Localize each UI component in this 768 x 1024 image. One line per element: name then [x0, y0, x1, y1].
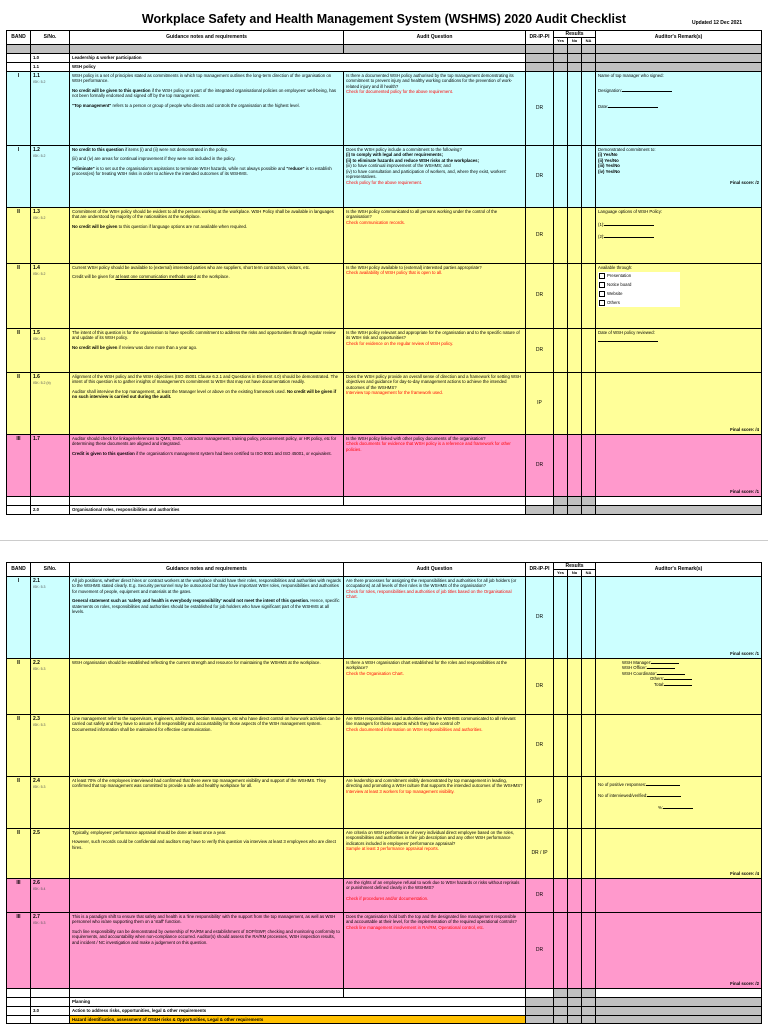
question-cell: Is there a documented WSH policy authorised by the top management demonstrating its commitment to prevent injury and healthy working conditions for the prevention of work-related injury and ill health? Check for documented policy for the above requirement.: [344, 71, 526, 145]
result-na-cell[interactable]: [582, 828, 596, 878]
result-no-cell[interactable]: [568, 328, 582, 372]
checklist-row: II 2.4 ISK: 5.3 At least 70% of the employees interviewed had confirmed that there were top management visibility and support of the WSHMS. They confirmed that top management was committed to provide a safe and healthy workplace for all. Are leadership and commitment visibly demonstrated by top management in leading, directing and promoting a WSH culture that supports the intended outcomes of the WSHMS? Interview at least 3 workers for top management visibility. IP No of positive responses: No of interviewed/verified: %:: [7, 776, 762, 828]
final-score: Final score: /2: [730, 180, 760, 185]
guidance-cell: WSH policy is a set of principles stated as commitments in which top management outlines the long-term direction of the organisation on WSH performance. No credit will be given to this question if the WSH policy or a part of the integrated organisational policies on employees' well-being, has not been formally endorsed and signed off by the top management. "Top management" refers to a person or group of people who directs and controls the organisation at the highest level.: [70, 71, 344, 145]
final-score: Final score: /1: [730, 489, 760, 494]
result-na-cell[interactable]: [582, 263, 596, 328]
result-yes-cell[interactable]: [554, 912, 568, 988]
checklist-row: I 1.1 ISK: 5.2 WSH policy is a set of principles stated as commitments in which top management outlines the long-term direction of the organisation on WSH performance. No credit will be given to this question if the WSH policy or a part of the integrated organisational policies on employees' well-being, has not been formally endorsed and signed off by the top management. "Top management" refers to a person or group of people who directs and controls the organisation at the highest level. Is there a documented WSH policy authorised by the top management demonstrating its commitment to prevent injury and healthy working conditions for the prevention of work-related injury and ill health? Check for documented policy for the above requirement. DR Name of top manager who signed: Designation: Date:: [7, 71, 762, 145]
remarks-cell[interactable]: [596, 434, 762, 496]
result-na-cell[interactable]: [582, 372, 596, 434]
result-na-cell[interactable]: [582, 878, 596, 912]
remarks-cell[interactable]: [596, 372, 762, 434]
header-no: No: [568, 38, 582, 44]
checkbox[interactable]: [599, 300, 605, 306]
remarks-cell[interactable]: [596, 828, 762, 878]
result-no-cell[interactable]: [568, 658, 582, 714]
result-yes-cell[interactable]: [554, 71, 568, 145]
remarks-cell[interactable]: Language options of WSH Policy: (1): (2):: [596, 207, 762, 263]
result-na-cell[interactable]: [582, 658, 596, 714]
page-separator: [0, 540, 768, 541]
section-row: [7, 997, 762, 1006]
checklist-row: II 1.3 ISK: 5.2 Commitment of the WSH policy should be evident to all the persons working at the workplace. WSH Policy shall be available in languages that are understood by majority of the nationalities at the workplace. No credit will be given to this question if language options are not available when required. Is the WSH policy communicated to all persons working under the control of the organisation? Check communication records. DR Language options of WSH Policy: (1): (2):: [7, 207, 762, 263]
checklist-row: II 1.5 ISK: 5.2 The intent of this question is for the organisation to have specific commitment to address the risks and opportunities through regular review and update of its WSH policy. No credit will be given if review was done more than a year ago. Is the WSH policy relevant and appropriate for the organisation and to the specific nature of its WSH risk and opportunities? Check for evidence on the regular review of WSH policy. DR Date of WSH policy reviewed:: [7, 328, 762, 372]
section-title: Organisational roles, responsibilities and authorities: [70, 505, 526, 514]
result-no-cell[interactable]: [568, 71, 582, 145]
checklist-row: II 1.4 ISK: 5.2 Current WSH policy should be available to (external) interested parties who are suppliers, short term contractors, visitors, etc. Credit will be given for at least one communication methods used at the workplace. Is the WSH policy available to (external) interested parties appropriate? Check availability of WSH policy that is open to all. DR Available through: Presentation Notice board Website Others: [7, 263, 762, 328]
remarks-cell[interactable]: WSH Manager: WSH Officer: WSH Coordinator: Others: Total:: [596, 658, 762, 714]
result-no-cell[interactable]: [568, 372, 582, 434]
section-title: Leadership & worker participation: [70, 53, 526, 62]
checklist-table-page-2: BAND S/No. Guidance notes and requirements Audit Question DR-IP-PI Results Auditor's Remark(s) Yes No NA I 2.1 ISK: 5.3 All job positions, whether direct hires or contract workers at the workplace should have their roles, responsibilities and authorities with regards to the WSHMS stated clearly. E.g. Security personnel may be outsourced but they have important WSH roles, responsibilities and authorities for movement of people, equipment and materials at the gates. General statement such as 'safety and health is everybody responsibility' would not meet the intent of this question. Hence, specific statements on roles, responsibilities and authorities should be established for job holders who have significant part of the WSHMS at all levels. Are there processes for assigning the responsibilities and authorities for all job holders (or occupations) at all levels of their roles in the WSHMS of the organisation? Check for roles, responsibilities and authorities of job titles based on the Organisational Chart. DR Final score: /1 II 2.2 ISK: 5.3 WSH organisation should be established reflecting the current strength and resource for maintaining the WSHMS at the workplace. Is there a WSH organisation chart established for the roles and responsibilities at the workplace? Check the Organisation Chart. DR WSH Manager: WSH Officer: WSH Coordinator: Others: Total: II 2.3 ISK: 5.3 Line management refer to the supervisors, engineers, architects, section managers, etc who have direct control on how work activities can be carried out safely and they have to assume full responsibility and accountability for those aspects of the WSH management system. Documented information shall be maintained for effective communication. Are WSH responsibilities and authorities within the WSHMS communicated to all relevant line managers for those aspects which they have control of? Check documented information on WSH responsibilities and authorities. DR II 2.4 ISK: 5.3 At least 70% of the employees interviewed had confirmed that there were top management visibility and support of the WSHMS. They confirmed that top management was committed to provide a safe and healthy workplace for all. Are leadership and commitment visibly demonstrated by top management in leading, directing and promoting a WSH culture that supports the intended outcomes of the WSHMS? Interview at least 3 workers for top management visibility. IP No of positive responses: No of interviewed/verified: %: II 2.5 Typically, employees' performance appraisal should be done at least once a year. However, such records could be confidential and auditors may have to verify this question via interview at least 3 employees who are direct hires. Are criteria on WSH performance of every individual direct employee based on the roles, responsibilities and authorities in their job description and any other WSH performance indicators included in employees' performance appraisal? Sample at least 3 performance appraisal reports. DR / IP Final score: /4 III 2.6 ISK: 5.4 Are the rights of an employee refusal to work due to WSH hazards or risks without reprisals or punishment defined clearly in the WSHMS? Check if procedures and/or documentation. DR III 2.7 ISK: 5.3 This is a paradigm shift to ensure that safety and health is a 'line responsibility' with the support from the top management, as well as WSH personnel who is/are supporting them on a 'staff' function. Such line responsibility can be demonstrated by ownership of RA/RM and establishment of SOP/SWP, checking and monitoring conformity to requirements, and accountability when non-compliance occurred. Auditor(s) should assess the RA/RM processes, WSH inspection results, and incident / NC investigation and make a judgement on this question. Does the organisation hold both the top and the designated line management responsible and accountable at their level, for the implementation of the required operational controls? Check line management involvement in RA/RM, Operational control, etc. DR Final score: /2 Planning 3.0 Action to address risks, opportunities, legal & other requirements Hazard identification, assessment of OS&H risks & Opportunities, Legal & other requirements: [6, 562, 762, 1024]
header-row: BAND S/No. Guidance notes and requirements Audit Question DR-IP-PI Results Auditor's Remark(s): [7, 563, 762, 570]
result-na-cell[interactable]: [582, 576, 596, 658]
result-no-cell[interactable]: [568, 776, 582, 828]
section-title: Hazard identification, assessment of OS&H risks & Opportunities, Legal & other requirements: [70, 1015, 526, 1024]
result-na-cell[interactable]: [582, 434, 596, 496]
updated-date: Updated 12 Dec 2021: [691, 20, 742, 26]
result-yes-cell[interactable]: [554, 576, 568, 658]
section-title: Action to address risks, opportunities, legal & other requirements: [70, 1006, 526, 1015]
checklist-row: II 2.3 ISK: 5.3 Line management refer to the supervisors, engineers, architects, section managers, etc who have direct control on how work activities can be carried out safely and they have to assume full responsibility and accountability for those aspects of the WSH management system. Documented information shall be maintained for effective communication. Are WSH responsibilities and authorities within the WSHMS communicated to all relevant line managers for those aspects which they have control of? Check documented information on WSH responsibilities and authorities. DR: [7, 714, 762, 776]
section-title: WSH policy: [70, 62, 526, 71]
checklist-row: I 2.1 ISK: 5.3 All job positions, whether direct hires or contract workers at the workplace should have their roles, responsibilities and authorities with regards to the WSHMS stated clearly. E.g. Security personnel may be outsourced but they have important WSH roles, responsibilities and authorities for movement of people, equipment and materials at the gates. General statement such as 'safety and health is everybody responsibility' would not meet the intent of this question. Hence, specific statements on roles, responsibilities and authorities should be established for job holders who have significant part of the WSHMS at all levels. Are there processes for assigning the responsibilities and authorities for all job holders (or occupations) at all levels of their roles in the WSHMS of the organisation? Check for roles, responsibilities and authorities of job titles based on the Organisational Chart. DR Final score: /1: [7, 576, 762, 658]
section-row: 2.0 Organisational roles, responsibilities and authorities: [7, 505, 762, 514]
remarks-cell[interactable]: Name of top manager who signed: Designation: Date:: [596, 71, 762, 145]
result-no-cell[interactable]: [568, 145, 582, 207]
result-yes-cell[interactable]: [554, 878, 568, 912]
result-na-cell[interactable]: [582, 207, 596, 263]
section-row: [7, 1015, 762, 1024]
result-na-cell[interactable]: [582, 145, 596, 207]
result-yes-cell[interactable]: [554, 658, 568, 714]
checklist-row: II 2.5 Typically, employees' performance appraisal should be done at least once a year. However, such records could be confidential and auditors may have to verify this question via interview at least 3 employees who are direct hires. Are criteria on WSH performance of every individual direct employee based on the roles, responsibilities and authorities in their job description and any other WSH performance indicators included in employees' performance appraisal? Sample at least 3 performance appraisal reports. DR / IP Final score: /4: [7, 828, 762, 878]
result-na-cell[interactable]: [582, 776, 596, 828]
final-score: Final score: /4: [730, 427, 760, 432]
header-question: Audit Question: [344, 31, 526, 45]
header-remarks: Auditor's Remark(s): [596, 31, 762, 45]
result-na-cell[interactable]: [582, 714, 596, 776]
result-na-cell[interactable]: [582, 328, 596, 372]
result-yes-cell[interactable]: [554, 145, 568, 207]
header-yes: Yes: [554, 38, 568, 44]
checklist-row: II 1.6 ISK: 5.2 (b) Alignment of the WSH policy and the WSH objectives (ISO 45001 Clause 6.2.1 and Questions in Element 4.0) should be demonstrated. The intent of this question is to gather insights of management's commitment to WSH that may not have documentation readily. Auditor shall interview the top management, at least the Manager level or above on the existing framework used. No credit will be given if no such interview is carried out during the audit. Does the WSH policy provide an overall sense of direction and a framework for setting WSH objectives and guidance for day-to-day management actions to achieve the intended outcomes of the WSHMS? Interview top management for the framework used. IP Final score: /4: [7, 372, 762, 434]
checklist-table-page-1: [6, 30, 762, 515]
result-no-cell[interactable]: [568, 434, 582, 496]
result-yes-cell[interactable]: [554, 828, 568, 878]
final-score: Final score: /1: [730, 651, 760, 656]
result-na-cell[interactable]: [582, 912, 596, 988]
header-na: NA: [582, 38, 596, 44]
result-na-cell[interactable]: [582, 71, 596, 145]
header-drip: DR-IP-PI: [526, 31, 554, 45]
remarks-cell[interactable]: [596, 912, 762, 988]
remarks-cell[interactable]: [596, 576, 762, 658]
checklist-row: II 2.2 ISK: 5.3 WSH organisation should be established reflecting the current strength and resource for maintaining the WSHMS at the workplace. Is there a WSH organisation chart established for the roles and responsibilities at the workplace? Check the Organisation Chart. DR WSH Manager: WSH Officer: WSH Coordinator: Others: Total:: [7, 658, 762, 714]
header-band: BAND: [7, 31, 31, 45]
header-sno: S/No.: [31, 31, 70, 45]
remarks-cell[interactable]: No of positive responses: No of interviewed/verified: %:: [596, 776, 762, 828]
result-no-cell[interactable]: [568, 207, 582, 263]
result-yes-cell[interactable]: [554, 372, 568, 434]
result-yes-cell[interactable]: [554, 714, 568, 776]
checklist-row: I 1.2 ISK: 5.2 No credit to this question if items (i) and (ii) were not demonstrated in the policy. (iii) and (iv) are areas for continual improvement if they were not included in the policy. "eliminate" is to set out the organisation's aspirations to terminate WSH hazards, while not always possible and "reduce" is to establish process(es) for treating WSH risks in order to achieve the intended outcomes of its WSHMS. Does the WSH policy include a commitment to the following? (i) to comply with legal and other requirements; (ii) to eliminate hazards and reduce WSH risks at the workplaces; (iii) to have continual improvement of the WSHMS; and (iv) to have consultation and participation of workers, and, where they exist, workers' representatives. Check policy for the above requirement. DR Demonstrated commitment to: (i) Yes/No (ii) Yes/No (iii) Yes/No (iv) Yes/No Final score: /2: [7, 145, 762, 207]
section-row: 3.0 Action to address risks, opportunities, legal & other requirements: [7, 1006, 762, 1015]
result-no-cell[interactable]: [568, 263, 582, 328]
result-no-cell[interactable]: [568, 576, 582, 658]
result-yes-cell[interactable]: [554, 328, 568, 372]
checkbox[interactable]: [599, 273, 605, 279]
result-no-cell[interactable]: [568, 828, 582, 878]
result-no-cell[interactable]: [568, 714, 582, 776]
section-title: Planning: [70, 997, 526, 1006]
result-yes-cell[interactable]: [554, 263, 568, 328]
result-yes-cell[interactable]: [554, 434, 568, 496]
remarks-cell[interactable]: Date of WSH policy reviewed:: [596, 328, 762, 372]
checklist-row: III 2.6 ISK: 5.4 Are the rights of an employee refusal to work due to WSH hazards or risks without reprisals or punishment defined clearly in the WSHMS? Check if procedures and/or documentation. DR: [7, 878, 762, 912]
checkbox[interactable]: [599, 291, 605, 297]
header-row: [7, 31, 762, 38]
remarks-cell[interactable]: [596, 878, 762, 912]
result-yes-cell[interactable]: [554, 776, 568, 828]
remarks-cell[interactable]: Demonstrated commitment to: (i) Yes/No (ii) Yes/No (iii) Yes/No (iv) Yes/No Final score: /2: [596, 145, 762, 207]
remarks-cell[interactable]: [596, 714, 762, 776]
remarks-cell[interactable]: Available through: Presentation Notice board Website Others: [596, 263, 762, 328]
page-title: Workplace Safety and Health Management System (WSHMS) 2020 Audit Checklist: [141, 12, 627, 26]
header-results: Results: [554, 31, 596, 38]
section-row: 1.1 WSH policy: [7, 62, 762, 71]
result-no-cell[interactable]: [568, 878, 582, 912]
checklist-row: III 2.7 ISK: 5.3 This is a paradigm shift to ensure that safety and health is a 'line responsibility' with the support from the top management, as well as WSH personnel who is/are supporting them on a 'staff' function. Such line responsibility can be demonstrated by ownership of RA/RM and establishment of SOP/SWP, checking and monitoring conformity to requirements, and accountability when non-compliance occurred. Auditor(s) should assess the RA/RM processes, WSH inspection results, and incident / NC investigation and make a judgement on this question. Does the organisation hold both the top and the designated line management responsible and accountable at their level, for the implementation of the required operational controls? Check line management involvement in RA/RM, Operational control, etc. DR Final score: /2: [7, 912, 762, 988]
final-score: Final score: /4: [730, 871, 760, 876]
checklist-row: III 1.7 Auditor should check for linkage/references to QMS, EMS, contractor management, training policy, procurement policy, or HR policy, etc for determining these documents are aligned and integrated. Credit is given to this question if the organisation's management system had been certified to ISO 9001 and ISO 45001, or equivalent. Is the WSH policy linked with other policy documents of the organisation? Check documents for evidence that WSH policy is a reference and framework for other policies. DR Final score: /1: [7, 434, 762, 496]
final-score: Final score: /2: [730, 981, 760, 986]
checkbox[interactable]: [599, 282, 605, 288]
header-guidance: Guidance notes and requirements: [70, 31, 344, 45]
result-yes-cell[interactable]: [554, 207, 568, 263]
result-no-cell[interactable]: [568, 912, 582, 988]
section-row: 1.0 Leadership & worker participation: [7, 53, 762, 62]
